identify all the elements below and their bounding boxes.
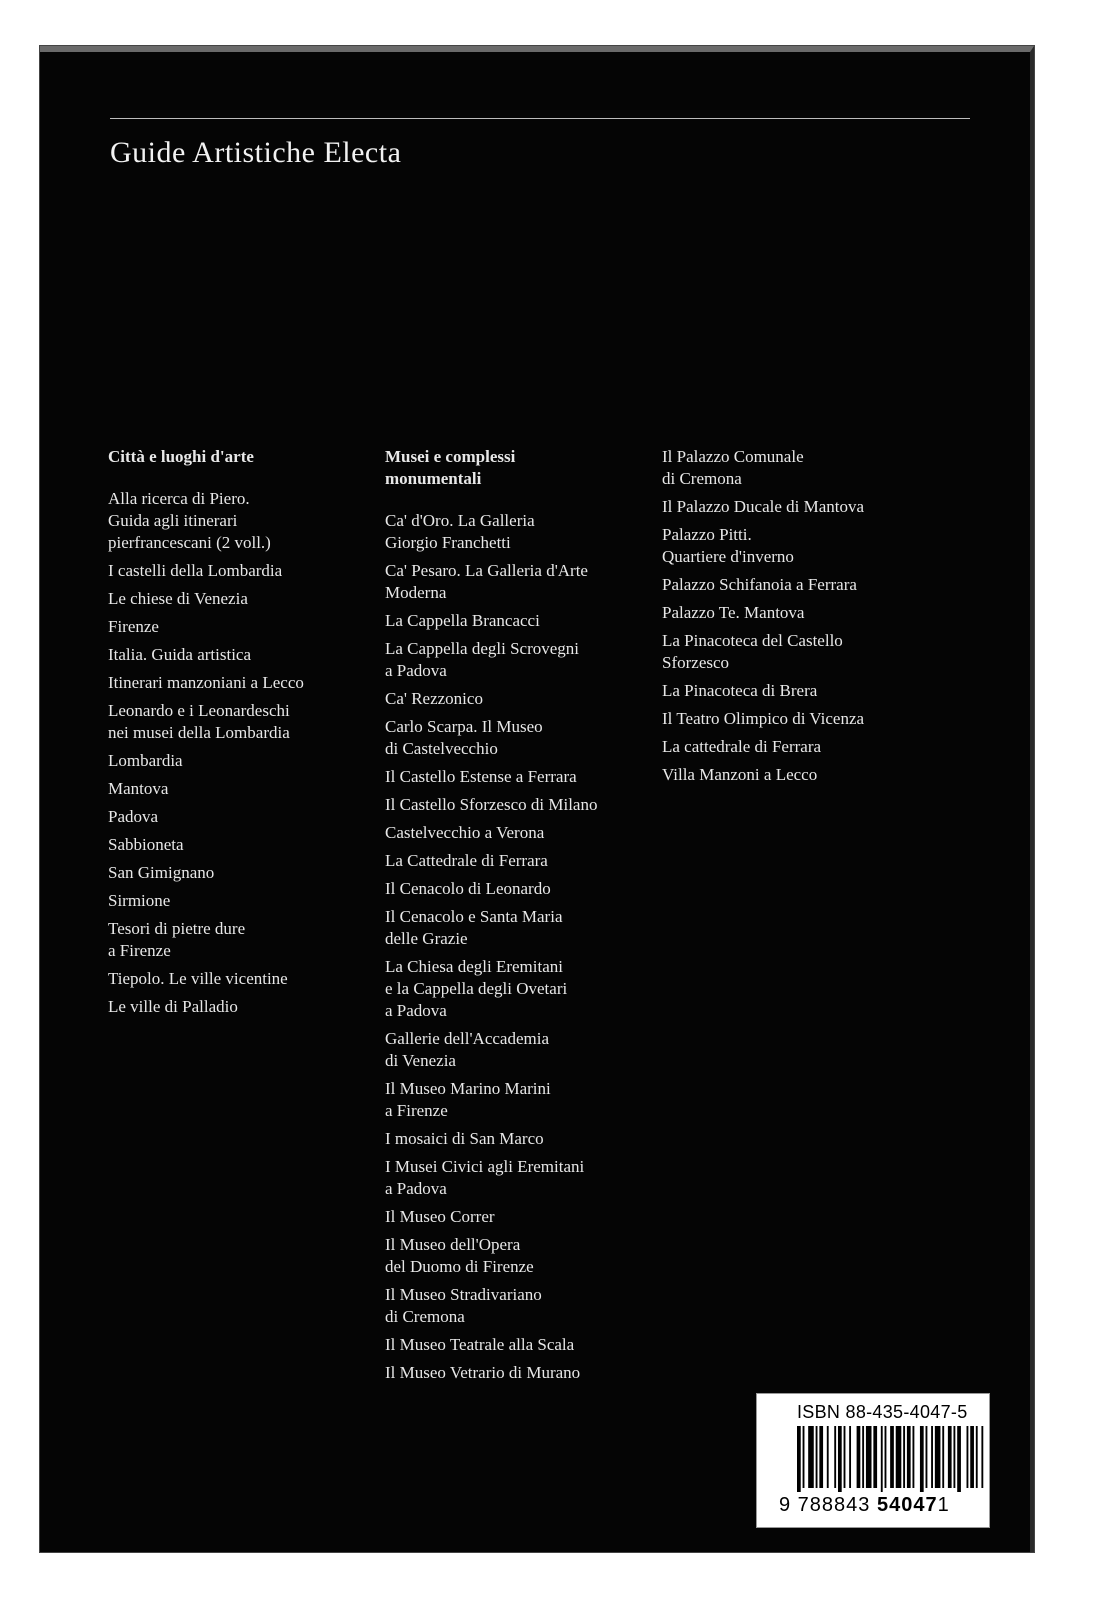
list-item: Gallerie dell'Accademia di Venezia: [385, 1029, 549, 1070]
column-citta: [108, 446, 370, 1024]
barcode-bar: [857, 1426, 861, 1488]
barcode-bar: [890, 1426, 894, 1488]
isbn-barcode-label: [756, 1393, 990, 1528]
ean-digits-prefix: 9 788843: [779, 1494, 877, 1516]
barcode-bar: [896, 1426, 902, 1488]
list-item: Il Palazzo Ducale di Mantova: [662, 497, 865, 516]
barcode-bar: [819, 1426, 823, 1488]
list-item: Ca' Pesaro. La Galleria d'Arte Moderna: [385, 561, 588, 602]
title-list: [662, 446, 947, 786]
list-item: I castelli della Lombardia: [108, 561, 283, 580]
list-item: La Pinacoteca del Castello Sforzesco: [662, 631, 843, 672]
list-item: La cattedrale di Ferrara: [662, 737, 822, 756]
list-item: La Chiesa degli Eremitani e la Cappella degli Ovetari a Padova: [385, 957, 568, 1020]
barcode-bar: [903, 1426, 905, 1488]
list-item: Villa Manzoni a Lecco: [662, 765, 818, 784]
barcode-bar: [808, 1426, 814, 1488]
barcode-bar: [907, 1426, 911, 1488]
barcode-bar: [957, 1426, 961, 1492]
ean-digits-suffix: 1: [937, 1494, 950, 1516]
series-title: Guide Artistiche Electa: [110, 136, 402, 169]
header-rule: [110, 118, 970, 119]
list-item: Palazzo Pitti. Quartiere d'inverno: [662, 525, 794, 566]
list-item: Il Teatro Olimpico di Vicenza: [662, 709, 865, 728]
list-item: Firenze: [108, 617, 159, 636]
column-musei-continued: [662, 446, 947, 792]
ean-digits: [779, 1494, 950, 1517]
barcode-bar: [873, 1426, 877, 1488]
list-item: Carlo Scarpa. Il Museo di Castelvecchio: [385, 717, 543, 758]
list-item: Palazzo Schifanoia a Ferrara: [662, 575, 857, 594]
list-item: Il Cenacolo e Santa Maria delle Grazie: [385, 907, 563, 948]
barcode-bar: [816, 1426, 818, 1488]
list-item: Italia. Guida artistica: [108, 645, 252, 664]
list-item: Il Museo dell'Opera del Duomo di Firenze: [385, 1235, 534, 1276]
barcode-bar: [967, 1426, 969, 1488]
list-item: Sirmione: [108, 891, 171, 910]
barcode-bar: [926, 1426, 928, 1488]
barcode-bar: [976, 1426, 978, 1488]
list-item: Il Palazzo Comunale di Cremona: [662, 447, 804, 488]
barcode-bar: [834, 1426, 836, 1488]
list-item: Tesori di pietre dure a Firenze: [108, 919, 246, 960]
ean-digits-bold: 54047: [876, 1494, 938, 1516]
list-item: Padova: [108, 807, 159, 826]
list-item: Castelvecchio a Verona: [385, 823, 545, 842]
column-musei: [385, 446, 650, 1390]
title-list: [385, 510, 650, 1384]
list-item: Leonardo e i Leonardeschi nei musei della Lombardia: [108, 701, 290, 742]
list-item: Il Museo Marino Marini a Firenze: [385, 1079, 551, 1120]
list-item: Ca' d'Oro. La Galleria Giorgio Franchetti: [385, 511, 535, 552]
barcode-bar: [981, 1426, 983, 1488]
list-item: La Cappella degli Scrovegni a Padova: [385, 639, 580, 680]
list-item: Tiepolo. Le ville vicentine: [108, 969, 288, 988]
barcode-bar: [866, 1426, 872, 1488]
barcode-bar: [970, 1426, 974, 1488]
barcode-bar: [881, 1426, 883, 1492]
barcode-bar: [885, 1426, 887, 1488]
list-item: Le chiese di Venezia: [108, 589, 248, 608]
list-item: Sabbioneta: [108, 835, 184, 854]
barcode-bar: [948, 1426, 952, 1488]
list-item: La Cattedrale di Ferrara: [385, 851, 548, 870]
list-item: Il Museo Teatrale alla Scala: [385, 1335, 575, 1354]
barcode-bar: [920, 1426, 924, 1492]
isbn-number: ISBN 88-435-4047-5: [797, 1402, 968, 1422]
barcode-bar: [803, 1426, 805, 1488]
barcode-bar: [935, 1426, 941, 1488]
list-item: Il Castello Sforzesco di Milano: [385, 795, 598, 814]
list-item: La Pinacoteca di Brera: [662, 681, 818, 700]
column-heading: Città e luoghi d'arte: [108, 447, 254, 466]
list-item: I mosaici di San Marco: [385, 1129, 544, 1148]
list-item: Il Museo Stradivariano di Cremona: [385, 1285, 542, 1326]
list-item: Il Museo Vetrario di Murano: [385, 1363, 581, 1382]
list-item: Palazzo Te. Mantova: [662, 603, 805, 622]
barcode-bar: [797, 1426, 801, 1492]
title-list: [108, 488, 370, 1018]
barcode-bar: [862, 1426, 864, 1488]
barcode-bar: [827, 1426, 829, 1488]
list-item: Mantova: [108, 779, 169, 798]
barcode-bar: [849, 1426, 851, 1488]
list-item: La Cappella Brancacci: [385, 611, 540, 630]
list-item: Alla ricerca di Piero. Guida agli itinerari pierfrancescani (2 voll.): [108, 489, 271, 552]
list-item: San Gimignano: [108, 863, 215, 882]
barcode-bar: [844, 1426, 846, 1488]
book-back-cover: [40, 46, 1034, 1552]
list-item: Le ville di Palladio: [108, 997, 238, 1016]
barcode-bar: [942, 1426, 944, 1488]
list-item: Il Cenacolo di Leonardo: [385, 879, 551, 898]
list-item: Ca' Rezzonico: [385, 689, 483, 708]
barcode-bar: [912, 1426, 914, 1488]
barcode-bar: [838, 1426, 842, 1492]
list-item: Il Castello Estense a Ferrara: [385, 767, 577, 786]
barcode-icon: [797, 1426, 987, 1492]
barcode-bar: [931, 1426, 933, 1488]
barcode-bar: [953, 1426, 955, 1488]
column-heading: Musei e complessi monumentali: [385, 447, 516, 488]
list-item: Il Museo Correr: [385, 1207, 495, 1226]
list-item: I Musei Civici agli Eremitani a Padova: [385, 1157, 585, 1198]
list-item: Lombardia: [108, 751, 183, 770]
list-item: Itinerari manzoniani a Lecco: [108, 673, 304, 692]
